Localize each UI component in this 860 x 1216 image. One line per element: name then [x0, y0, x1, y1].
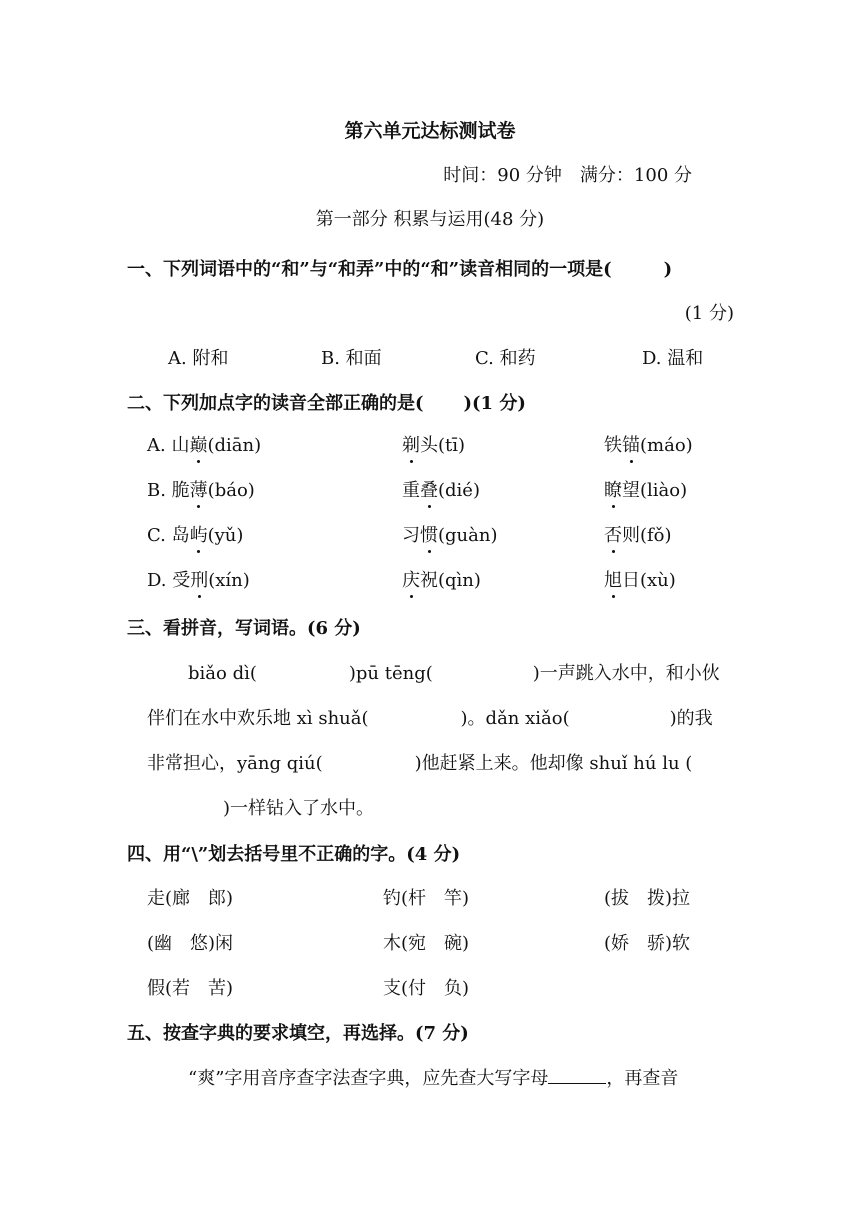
- choice-item[interactable]: 支(付 负): [383, 978, 470, 999]
- option-2a-word-3: 铁锚(máo): [604, 431, 693, 457]
- question-3-line-4: )一样钻入了水中。: [223, 798, 375, 819]
- option-2b-word-1[interactable]: B. 脆薄(báo): [147, 476, 255, 502]
- option-2b-word-3: 瞭望(liào): [604, 476, 687, 502]
- answer-underline[interactable]: [548, 1068, 606, 1084]
- question-1-stem: 一、下列词语中的“和”与“和弄”中的“和”读音相同的一项是( ): [127, 259, 673, 280]
- part-heading: 第一部分 积累与运用(48 分): [315, 209, 545, 230]
- choice-item[interactable]: (娇 骄)软: [604, 933, 691, 954]
- option-2a-word-2: 剃头(tī): [402, 431, 465, 457]
- page-title: 第六单元达标测试卷: [344, 120, 516, 142]
- question-1-score: (1 分): [684, 303, 734, 324]
- question-2-stem: 二、下列加点字的读音全部正确的是( )(1 分): [127, 393, 526, 414]
- choice-item[interactable]: 木(宛 碗): [383, 933, 470, 954]
- choice-item[interactable]: 走(廊 郎): [147, 888, 234, 909]
- option-2c-word-3: 否则(fǒ): [604, 521, 672, 547]
- option-a[interactable]: A. 附和: [168, 348, 229, 369]
- question-5-stem: 五、按查字典的要求填空，再选择。(7 分): [127, 1023, 469, 1044]
- option-2c-word-2: 习惯(guàn): [402, 521, 497, 547]
- option-b[interactable]: B. 和面: [321, 348, 382, 369]
- question-5-line-1: “爽”字用音序查字法查字典，应先查大写字母 ，再查音: [188, 1068, 679, 1089]
- option-2d-word-1[interactable]: D. 受刑(xín): [147, 566, 250, 592]
- option-2d-word-2: 庆祝(qìn): [402, 566, 481, 592]
- option-2a-word-1[interactable]: A. 山巅(diān): [147, 431, 261, 457]
- question-4-stem: 四、用“\”划去括号里不正确的字。(4 分): [127, 844, 461, 865]
- option-d[interactable]: D. 温和: [642, 348, 704, 369]
- choice-item[interactable]: (拔 拨)拉: [604, 888, 691, 909]
- choice-item[interactable]: 钓(杆 竿): [383, 888, 470, 909]
- option-2d-word-3: 旭日(xù): [604, 566, 676, 592]
- choice-item[interactable]: (幽 悠)闲: [147, 933, 234, 954]
- choice-item[interactable]: 假(若 苦): [147, 978, 234, 999]
- option-2b-word-2: 重叠(dié): [402, 476, 480, 502]
- question-3-line-3: 非常担心，yāng qiú( )他赶紧上来。他却像 shuǐ hú lu (: [147, 753, 693, 774]
- question-3-line-1: biǎo dì( )pū tēng( )一声跳入水中，和小伙: [188, 663, 720, 684]
- option-c[interactable]: C. 和药: [475, 348, 536, 369]
- exam-meta: 时间：90 分钟 满分：100 分: [443, 165, 692, 186]
- question-3-line-2: 伴们在水中欢乐地 xì shuǎ( )。dǎn xiǎo( )的我: [147, 708, 713, 729]
- option-2c-word-1[interactable]: C. 岛屿(yǔ): [147, 521, 243, 547]
- question-3-stem: 三、看拼音，写词语。(6 分): [127, 618, 361, 639]
